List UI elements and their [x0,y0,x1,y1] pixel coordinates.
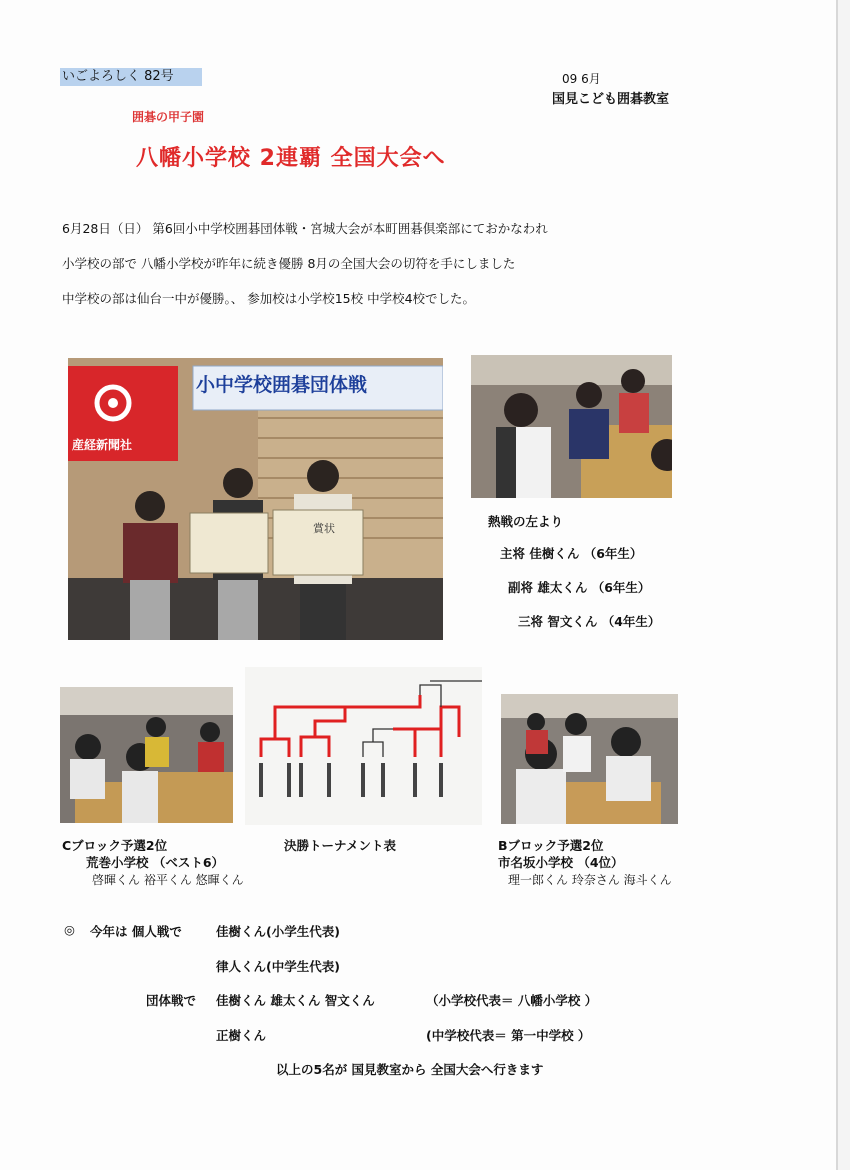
issue-label: いごよろしく 82号 [60,68,202,86]
certificate-text: 賞状 [313,522,335,535]
sponsor-logo-text: 産経新聞社 [72,438,133,452]
reps-team-junior-note: (中学校代表＝ 第一中学校 ） [426,1028,591,1043]
school-name: 国見こども囲碁教室 [552,92,670,107]
block-b-caption-3: 理一郎くん 玲奈さん 海斗くん [508,873,672,887]
reps-team-names: 佳樹くん 雄太くん 智文くん [216,993,375,1008]
bracket-caption: 決勝トーナメント表 [284,838,397,853]
block-c-photo [60,687,233,823]
block-c-caption-3: 啓暉くん 裕平くん 悠暉くん [92,873,244,887]
players-caption-line-2: 副将 雄太くん （6年生） [508,580,651,595]
reps-individual-junior: 律人くん(中学生代表) [216,959,340,974]
intro-line-2: 小学校の部で 八幡小学校が昨年に続き優勝 8月の全国大会の切符を手にしました [62,256,516,271]
players-caption-line-1: 主将 佳樹くん （6年生） [500,546,643,561]
intro-line-1: 6月28日（日） 第6回小中学校囲碁団体戦・宮城大会が本町囲碁倶楽部にておかなわれ [62,221,548,236]
reps-bullet-icon: ◎ [64,922,75,937]
headline: 八幡小学校 2連覇 全国大会へ [136,146,446,171]
block-b-caption-2: 市名坂小学校 （4位） [498,855,624,870]
reps-team-label: 団体戦で [146,993,197,1008]
bracket-illustration [245,667,482,825]
banner-text: 小中学校囲碁団体戦 [196,374,368,396]
award-photo-illustration [68,358,443,640]
block-c-caption-2: 荒巻小学校 （ベスト6） [86,855,225,870]
intro-line-3: 中学校の部は仙台一中が優勝。、 参加校は小学校15校 中学校4校でした。 [62,291,476,306]
reps-individual-elem: 佳樹くん(小学生代表) [216,924,340,939]
players-caption-line-3: 三将 智文くん （4年生） [518,614,661,629]
reps-closing: 以上の5名が 国見教室から 全国大会へ行きます [276,1062,544,1077]
issue-date: 09 6月 [562,72,601,86]
match-photo-illustration [471,355,672,498]
block-b-caption-1: Bブロック予選2位 [498,838,604,853]
block-b-photo-illustration [501,694,678,824]
block-b-photo [501,694,678,824]
match-photo [471,355,672,498]
reps-intro: 今年は 個人戦で [90,924,182,939]
award-photo [68,358,443,640]
block-c-photo-illustration [60,687,233,823]
kicker: 囲碁の甲子園 [132,110,205,124]
block-c-caption-1: Cブロック予選2位 [62,838,168,853]
reps-team-junior-name: 正樹くん [216,1028,267,1043]
tournament-bracket [245,667,482,825]
reps-team-elem-note: （小学校代表＝ 八幡小学校 ） [426,993,598,1008]
players-caption-title: 熱戦の左より [488,514,564,529]
